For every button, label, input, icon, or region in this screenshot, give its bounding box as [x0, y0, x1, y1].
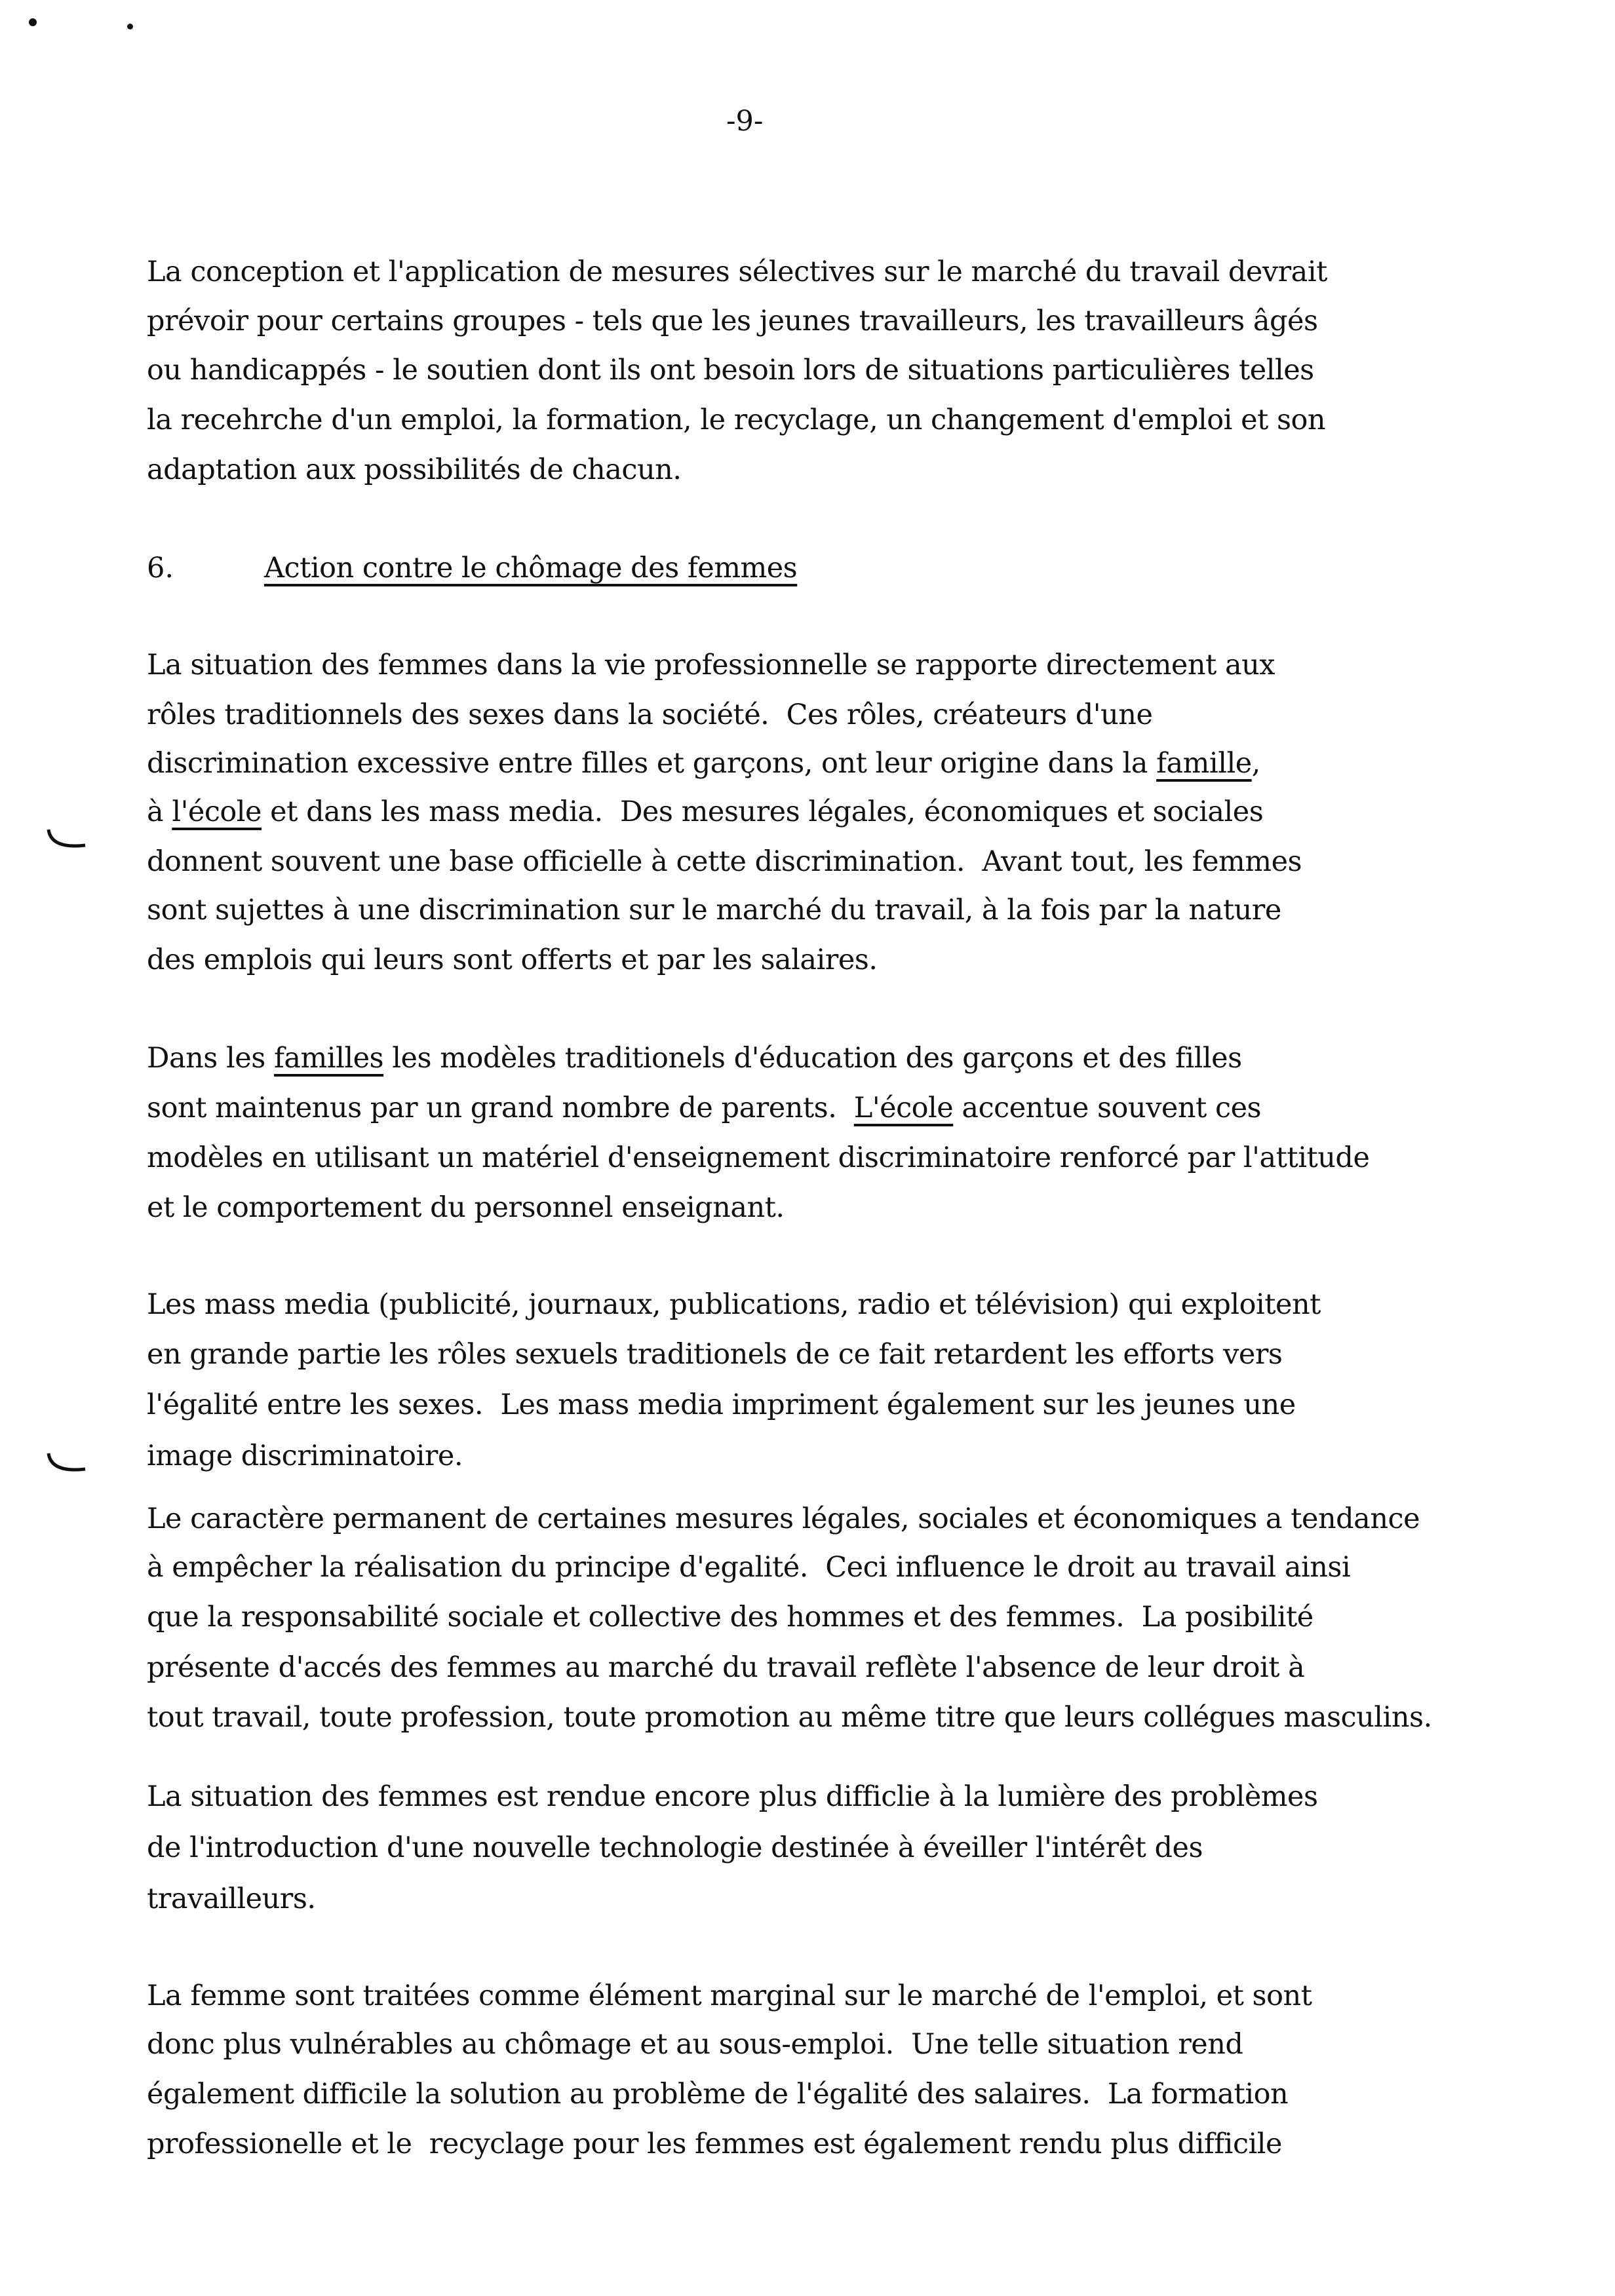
section-heading: Action contre le chômage des femmes: [264, 552, 798, 584]
margin-bracket-icon: [45, 1451, 90, 1477]
text-segment: La situation des femmes dans la vie professionnelle se rapporte directement aux: [147, 649, 1275, 681]
text-line: [147, 256, 1327, 288]
text-line: [147, 795, 1263, 828]
text-segment: La conception et l'application de mesures sélectives sur le marché du travail devrait: [147, 256, 1327, 288]
text-segment: que la responsabilité sociale et collective des hommes et des femmes. La posibilité: [147, 1601, 1313, 1634]
text-segment: sont maintenus par un grand nombre de parents.: [147, 1092, 854, 1124]
text-segment: accentue souvent ces: [953, 1092, 1262, 1124]
text-line: [147, 1601, 1313, 1634]
text-segment: et dans les mass media. Des mesures légales, économiques et sociales: [262, 795, 1264, 828]
scan-dot-mark: [127, 24, 133, 29]
text-line: [147, 649, 1275, 681]
text-line: [147, 1831, 1203, 1864]
text-segment: travailleurs.: [147, 1883, 316, 1915]
text-line: [147, 1388, 1296, 1421]
text-segment: présente d'accés des femmes au marché du travail reflète l'absence de leur droit à: [147, 1651, 1305, 1684]
text-segment: également difficile la solution au problème de l'égalité des salaires. La formation: [147, 2078, 1289, 2111]
text-line: [147, 1092, 1261, 1124]
text-segment: sont sujettes à une discrimination sur le marché du travail, à la fois par la nature: [147, 894, 1281, 927]
text-line: [147, 747, 1260, 780]
text-segment: donnent souvent une base officielle à cette discrimination. Avant tout, les femmes: [147, 845, 1302, 878]
text-segment: tout travail, toute profession, toute promotion au même titre que leurs collégues masculins.: [147, 1701, 1432, 1734]
text-line: [147, 944, 878, 976]
text-segment: à: [147, 795, 172, 828]
text-line: [147, 1701, 1432, 1734]
text-segment: La situation des femmes est rendue encore plus difficlie à la lumière des problèmes: [147, 1780, 1318, 1813]
underlined-text: familles: [273, 1042, 384, 1075]
text-segment: la recehrche d'un emploi, la formation, le recyclage, un changement d'emploi et son: [147, 404, 1326, 436]
text-line: [147, 1651, 1304, 1684]
page-number: -9-: [726, 105, 764, 138]
text-segment: rôles traditionnels des sexes dans la société. Ces rôles, créateurs d'une: [147, 698, 1153, 731]
text-line: [147, 305, 1318, 337]
text-segment: discrimination excessive entre filles et garçons, ont leur origine dans la: [147, 747, 1157, 780]
text-line: [147, 1883, 316, 1915]
scan-dot-mark: [29, 18, 37, 26]
text-line: [147, 1551, 1350, 1584]
text-segment: ,: [1251, 747, 1260, 780]
underlined-text: l'école: [172, 795, 262, 828]
text-segment: modèles en utilisant un matériel d'enseignement discriminatoire renforcé par l'attitude: [147, 1141, 1370, 1174]
text-line: [147, 1440, 463, 1472]
text-line: [147, 1288, 1321, 1321]
text-line: [147, 1191, 785, 1224]
text-segment: et le comportement du personnel enseignant.: [147, 1191, 785, 1224]
text-segment: à empêcher la réalisation du principe d'egalité. Ceci influence le droit au travail ainsi: [147, 1551, 1351, 1584]
underlined-text: famille: [1156, 747, 1252, 780]
text-line: [147, 453, 682, 486]
text-segment: adaptation aux possibilités de chacun.: [147, 453, 682, 486]
section-number: 6.: [147, 552, 174, 584]
text-segment: en grande partie les rôles sexuels traditionels de ce fait retardent les efforts vers: [147, 1338, 1283, 1371]
text-segment: ou handicappés - le soutien dont ils ont besoin lors de situations particulières telles: [147, 354, 1314, 387]
text-line: [147, 1980, 1312, 2012]
text-line: [147, 404, 1325, 436]
margin-bracket-icon: [45, 827, 90, 853]
text-segment: l'égalité entre les sexes. Les mass media impriment également sur les jeunes une: [147, 1388, 1296, 1421]
text-line: [147, 845, 1302, 878]
text-segment: Les mass media (publicité, journaux, publications, radio et télévision) qui exploitent: [147, 1288, 1321, 1321]
text-line: [147, 1502, 1420, 1535]
text-segment: les modèles traditionels d'éducation des garçons et des filles: [383, 1042, 1242, 1075]
text-line: [147, 698, 1152, 731]
text-segment: prévoir pour certains groupes - tels que les jeunes travailleurs, les travailleurs âgés: [147, 305, 1318, 337]
text-line: [147, 1042, 1242, 1075]
text-segment: des emplois qui leurs sont offerts et par les salaires.: [147, 944, 878, 976]
text-line: [147, 2128, 1282, 2160]
text-segment: de l'introduction d'une nouvelle technologie destinée à éveiller l'intérêt des: [147, 1831, 1203, 1864]
text-line: [147, 1780, 1318, 1813]
text-line: [147, 2028, 1243, 2061]
text-segment: Le caractère permanent de certaines mesures légales, sociales et économiques a tendance: [147, 1502, 1420, 1535]
text-line: [147, 894, 1281, 927]
text-segment: image discriminatoire.: [147, 1440, 463, 1472]
text-segment: La femme sont traitées comme élément marginal sur le marché de l'emploi, et sont: [147, 1980, 1312, 2012]
text-line: [147, 354, 1314, 387]
underlined-text: L'école: [853, 1092, 954, 1124]
text-line: [147, 2078, 1288, 2111]
text-line: [147, 1141, 1369, 1174]
text-segment: donc plus vulnérables au chômage et au sous-emploi. Une telle situation rend: [147, 2028, 1243, 2061]
text-line: [147, 1338, 1282, 1371]
text-segment: Dans les: [147, 1042, 274, 1075]
text-segment: professionelle et le recyclage pour les femmes est également rendu plus difficile: [147, 2128, 1282, 2160]
